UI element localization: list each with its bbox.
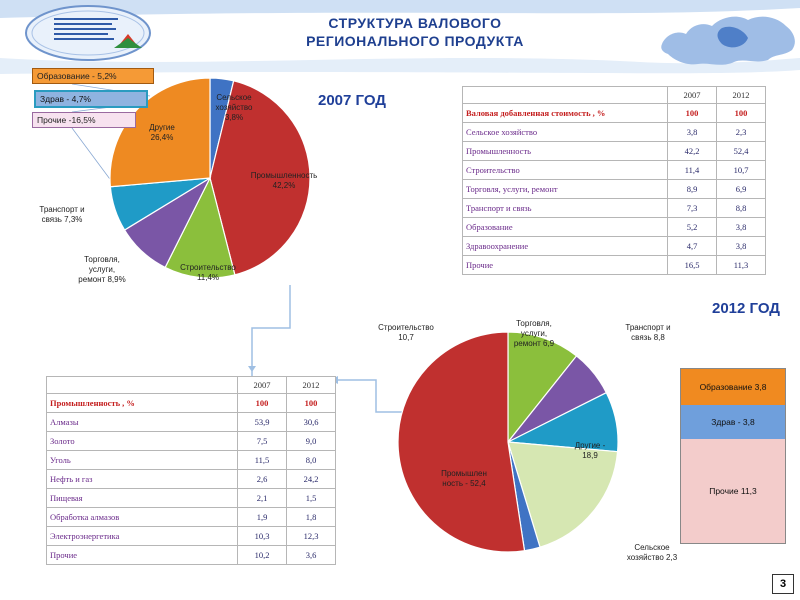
cell-value: 2,6 — [238, 470, 287, 489]
row-label: Строительство — [463, 161, 668, 180]
cell-value: 3,8 — [717, 237, 766, 256]
cell-value: 3,8 — [717, 218, 766, 237]
cell-value: 9,0 — [287, 432, 336, 451]
cell-value: 6,9 — [717, 180, 766, 199]
table-row — [47, 508, 336, 527]
cell-value: 30,6 — [287, 413, 336, 432]
pie-label-trade: Торговля, услуги, ремонт 8,9% — [78, 255, 126, 284]
table-row — [463, 123, 766, 142]
callout-health-2007: Здрав - 4,7% — [34, 90, 148, 108]
table-row — [463, 180, 766, 199]
pie-label-industry: Промышлен ность - 52,4 — [441, 469, 487, 488]
cell-value: 11,4 — [668, 161, 717, 180]
row-label: Уголь — [47, 451, 238, 470]
cell-value: 2,1 — [238, 489, 287, 508]
pie-label-other_2007: Другие 26,4% — [149, 123, 175, 142]
column-header: 2012 — [717, 87, 766, 104]
box-health-2012: Здрав - 3,8 — [681, 405, 785, 439]
cell-value: 100 — [717, 104, 766, 123]
table-industry — [46, 376, 336, 565]
row-label: Обработка алмазов — [47, 508, 238, 527]
title-line-1: СТРУКТУРА ВАЛОВОГО — [328, 15, 502, 31]
cell-value: 3,8 — [668, 123, 717, 142]
callout-other-2007: Прочие -16,5% — [32, 112, 136, 128]
pie-label-agriculture: Сельское хозяйство 3,8% — [215, 93, 253, 122]
cell-value: 100 — [238, 394, 287, 413]
cell-value: 1,8 — [287, 508, 336, 527]
table-header-row — [47, 377, 336, 394]
column-header — [463, 87, 668, 104]
cell-value: 7,5 — [238, 432, 287, 451]
row-label: Электроэнергетика — [47, 527, 238, 546]
cell-value: 5,2 — [668, 218, 717, 237]
cell-value: 10,3 — [238, 527, 287, 546]
cell-value: 7,3 — [668, 199, 717, 218]
row-label: Здравоохранение — [463, 237, 668, 256]
table-row — [47, 489, 336, 508]
cell-value: 100 — [668, 104, 717, 123]
table-row — [463, 104, 766, 123]
cell-value: 10,7 — [717, 161, 766, 180]
title-line-2: РЕГИОНАЛЬНОГО ПРОДУКТА — [306, 33, 524, 49]
pie-label-agriculture: Сельское хозяйство 2,3 — [626, 543, 678, 562]
cell-value: 8,0 — [287, 451, 336, 470]
row-label: Промышленность — [463, 142, 668, 161]
cell-value: 52,4 — [717, 142, 766, 161]
cell-value: 1,5 — [287, 489, 336, 508]
cell-value: 11,5 — [238, 451, 287, 470]
pie-label-construction: Строительство 11,4% — [180, 263, 236, 282]
row-label: Алмазы — [47, 413, 238, 432]
row-label: Прочие — [463, 256, 668, 275]
row-label: Валовая добавленная стоимость , % — [463, 104, 668, 123]
column-header: 2007 — [238, 377, 287, 394]
cell-value: 8,9 — [668, 180, 717, 199]
column-header — [47, 377, 238, 394]
pie-label-other_2012: Другие -18,9 — [574, 441, 606, 460]
cell-value: 1,9 — [238, 508, 287, 527]
cell-value: 11,3 — [717, 256, 766, 275]
row-label: Пищевая — [47, 489, 238, 508]
pie-label-industry: Промышленность 42,2% — [250, 171, 318, 190]
pie-label-transport: Транспорт и связь 8,8 — [625, 323, 671, 342]
page-number: 3 — [772, 574, 794, 594]
row-label: Торговля, услуги, ремонт — [463, 180, 668, 199]
cell-value: 3,6 — [287, 546, 336, 565]
table-value-added — [462, 86, 766, 275]
table-row — [463, 218, 766, 237]
pie-2007-title: 2007 ГОД — [318, 92, 386, 109]
pie-label-transport: Транспорт и связь 7,3% — [39, 205, 85, 224]
table-row — [47, 413, 336, 432]
table-row — [47, 527, 336, 546]
table-row — [47, 451, 336, 470]
row-label: Прочие — [47, 546, 238, 565]
column-header: 2012 — [287, 377, 336, 394]
table-row — [47, 432, 336, 451]
column-header: 2007 — [668, 87, 717, 104]
cell-value: 2,3 — [717, 123, 766, 142]
table-row — [463, 256, 766, 275]
table-row — [47, 546, 336, 565]
row-label: Сельское хозяйство — [463, 123, 668, 142]
table-header-row — [463, 87, 766, 104]
cell-value: 100 — [287, 394, 336, 413]
table-row — [47, 470, 336, 489]
table-row — [47, 394, 336, 413]
row-label: Нефть и газ — [47, 470, 238, 489]
cell-value: 8,8 — [717, 199, 766, 218]
row-label: Образование — [463, 218, 668, 237]
cell-value: 42,2 — [668, 142, 717, 161]
box-education-2012: Образование 3,8 — [681, 369, 785, 405]
pie-label-trade: Торговля, услуги, ремонт 6,9 — [513, 319, 555, 348]
row-label: Промышленность , % — [47, 394, 238, 413]
cell-value: 10,2 — [238, 546, 287, 565]
callout-education-2007: Образование - 5,2% — [32, 68, 154, 84]
cell-value: 53,9 — [238, 413, 287, 432]
row-label: Золото — [47, 432, 238, 451]
box-other-2012: Прочие 11,3 — [681, 439, 785, 543]
pie-label-construction: Строительство 10,7 — [378, 323, 434, 342]
pie-2012-title: 2012 ГОД — [712, 300, 780, 317]
row-label: Транспорт и связь — [463, 199, 668, 218]
cell-value: 24,2 — [287, 470, 336, 489]
cell-value: 16,5 — [668, 256, 717, 275]
table-row — [463, 142, 766, 161]
pie-slice-industry — [398, 332, 525, 552]
table-row — [463, 161, 766, 180]
table-row — [463, 199, 766, 218]
cell-value: 4,7 — [668, 237, 717, 256]
cell-value: 12,3 — [287, 527, 336, 546]
breakdown-2012 — [680, 368, 786, 544]
table-row — [463, 237, 766, 256]
